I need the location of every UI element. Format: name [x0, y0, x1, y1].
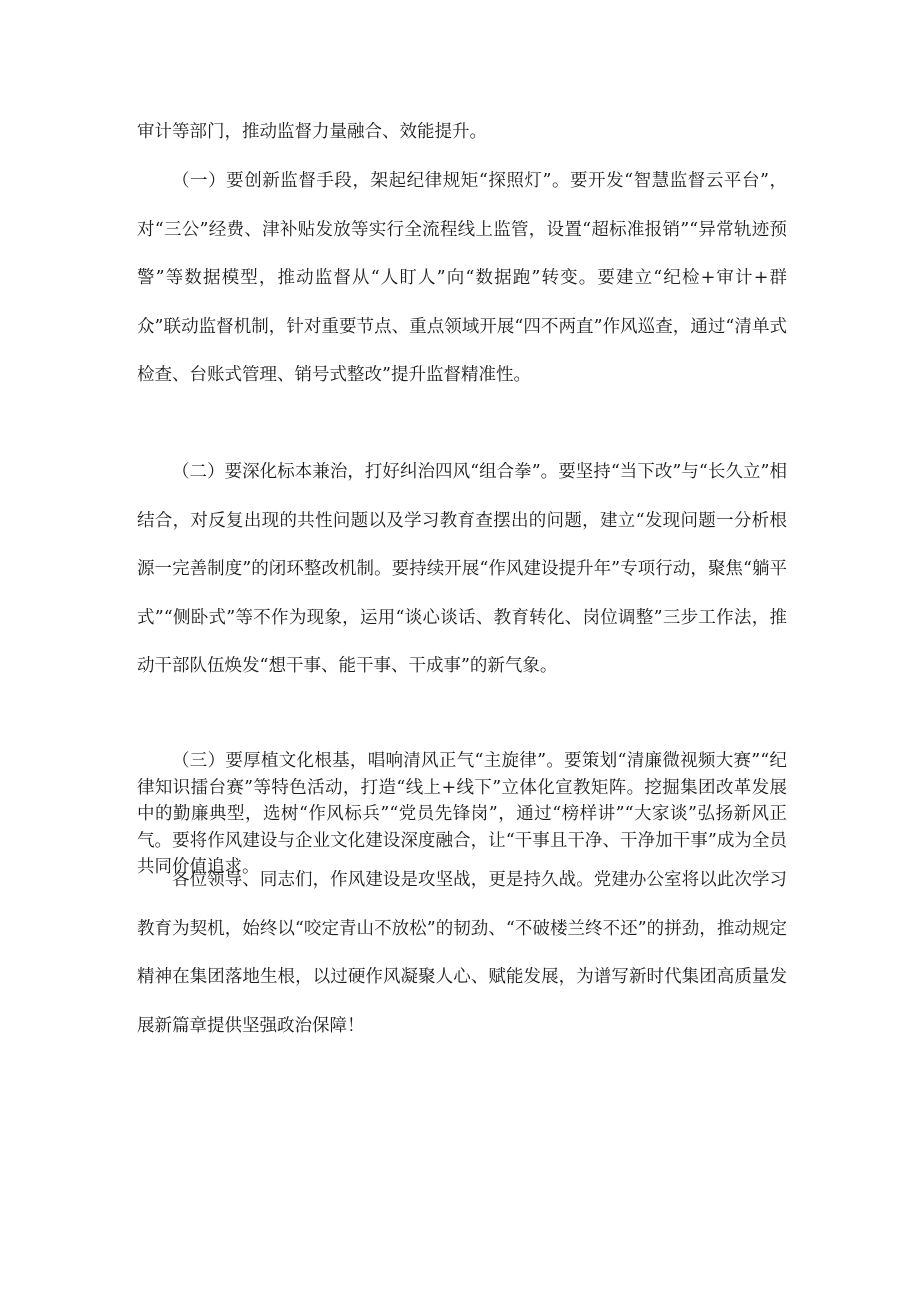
- paragraph-continuation: 审计等部门，推动监督力量融合、效能提升。: [137, 122, 487, 142]
- paragraph-section-two: （二）要深化标本兼治，打好纠治四风“组合拳”。要坚持“当下改”与“长久立”相结合，对反复出现的共性问题以及学习教育查摆出的问题，建立“发现问题一分析根源一完善制度”的闭环整改机制。要持续开展“作风建设提升年”专项行动，聚焦“躺平式”“侧卧式”等不作为现象，运用“谈心谈话、教育转化、岗位调整”三步工作法，推动干部队伍焕发“想干事、能干事、干成事”的新气象。: [137, 462, 787, 676]
- paragraph-section-one: （一）要创新监督手段，架起纪律规矩“探照灯”。要开发“智慧监督云平台”，对“三公”经费、津补贴发放等实行全流程线上监管，设置“超标准报销”“异常轨迹预警”等数据模型，推动监督从“人盯人”向“数据跑”转变。要建立“纪检+审计+群众”联动监督机制，针对重要节点、重点领域开展“四不两直”作风巡查，通过“清单式检查、台账式管理、销号式整改”提升监督精准性。: [137, 171, 787, 385]
- paragraph-section-three: （三）要厚植文化根基，唱响清风正气“主旋律”。要策划“清廉微视频大赛”“纪律知识擂台赛”等特色活动，打造“线上+线下”立体化宣教矩阵。挖掘集团改革发展中的勤廉典型，选树“作风标兵”“党员先锋岗”，通过“榜样讲”“大家谈”弘扬新风正气。要将作风建设与企业文化建设深度融合，让“干事且干净、干净加干事”成为全员共同价值追求。: [137, 751, 787, 877]
- paragraph-closing: 各位领导、同志们，作风建设是攻坚战，更是持久战。党建办公室将以此次学习教育为契机，始终以“咬定青山不放松”的韧劲、“不破楼兰终不还”的拼劲，推动规定精神在集团落地生根，以过硬作风凝聚人心、赋能发展，为谱写新时代集团高质量发展新篇章提供坚强政治保障！: [137, 870, 787, 1036]
